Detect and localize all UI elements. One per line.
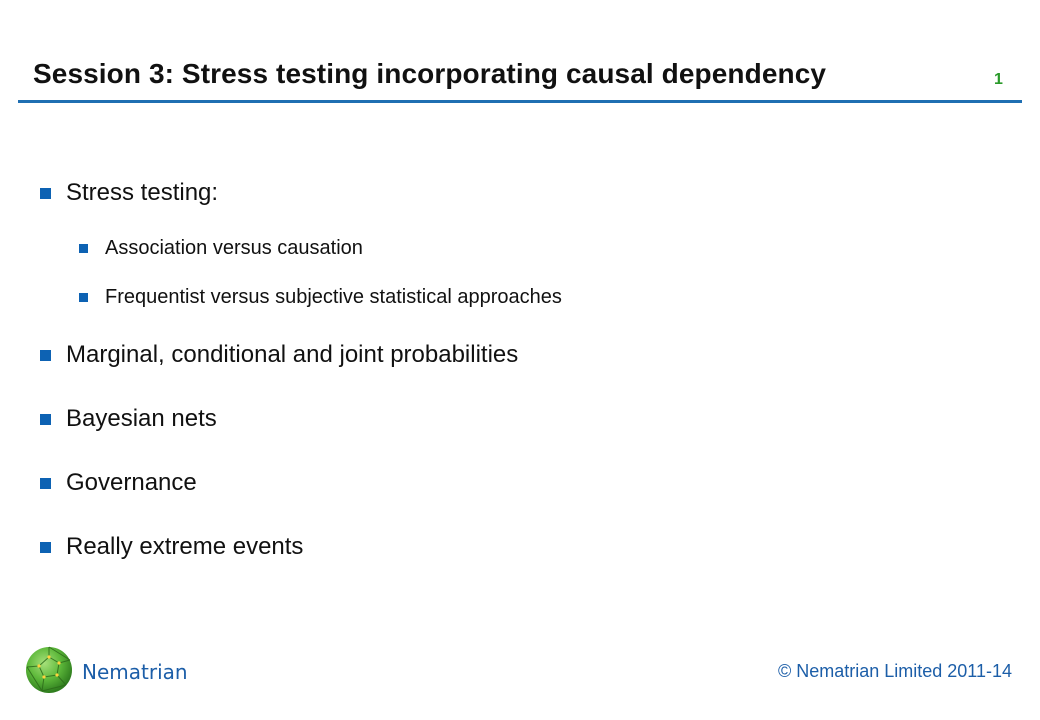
square-bullet-icon — [40, 414, 51, 425]
bullet-text: Marginal, conditional and joint probabilities — [66, 341, 519, 368]
square-bullet-icon — [40, 188, 51, 199]
bullet-item-stress-testing — [40, 179, 218, 207]
bullet-text: Really extreme events — [66, 533, 304, 560]
square-bullet-icon — [79, 293, 88, 302]
sub-bullet-item-association — [79, 237, 363, 260]
bullet-text: Governance — [66, 469, 197, 496]
bullet-text: Stress testing: — [66, 179, 219, 206]
bullet-item-governance — [40, 469, 197, 497]
footer-brand: Nematrian — [82, 660, 188, 684]
footer-copyright: © Nematrian Limited 2011-14 — [777, 661, 1012, 681]
bullet-item-probabilities — [40, 341, 518, 369]
title-divider — [18, 100, 1022, 103]
bullet-text: Bayesian nets — [66, 405, 217, 432]
square-bullet-icon — [40, 350, 51, 361]
square-bullet-icon — [40, 478, 51, 489]
bullet-item-extreme-events — [40, 533, 303, 561]
green-polyhedron-logo-icon — [24, 645, 74, 695]
bullet-item-bayesian-nets — [40, 405, 217, 433]
square-bullet-icon — [79, 244, 88, 253]
slide-number: 1 — [994, 71, 1003, 88]
sub-bullet-text: Frequentist versus subjective statistical approaches — [105, 286, 562, 308]
slide-title: Session 3: Stress testing incorporating causal dependency — [33, 58, 827, 89]
sub-bullet-item-frequentist — [79, 286, 562, 309]
sub-bullet-text: Association versus causation — [105, 237, 363, 259]
square-bullet-icon — [40, 542, 51, 553]
